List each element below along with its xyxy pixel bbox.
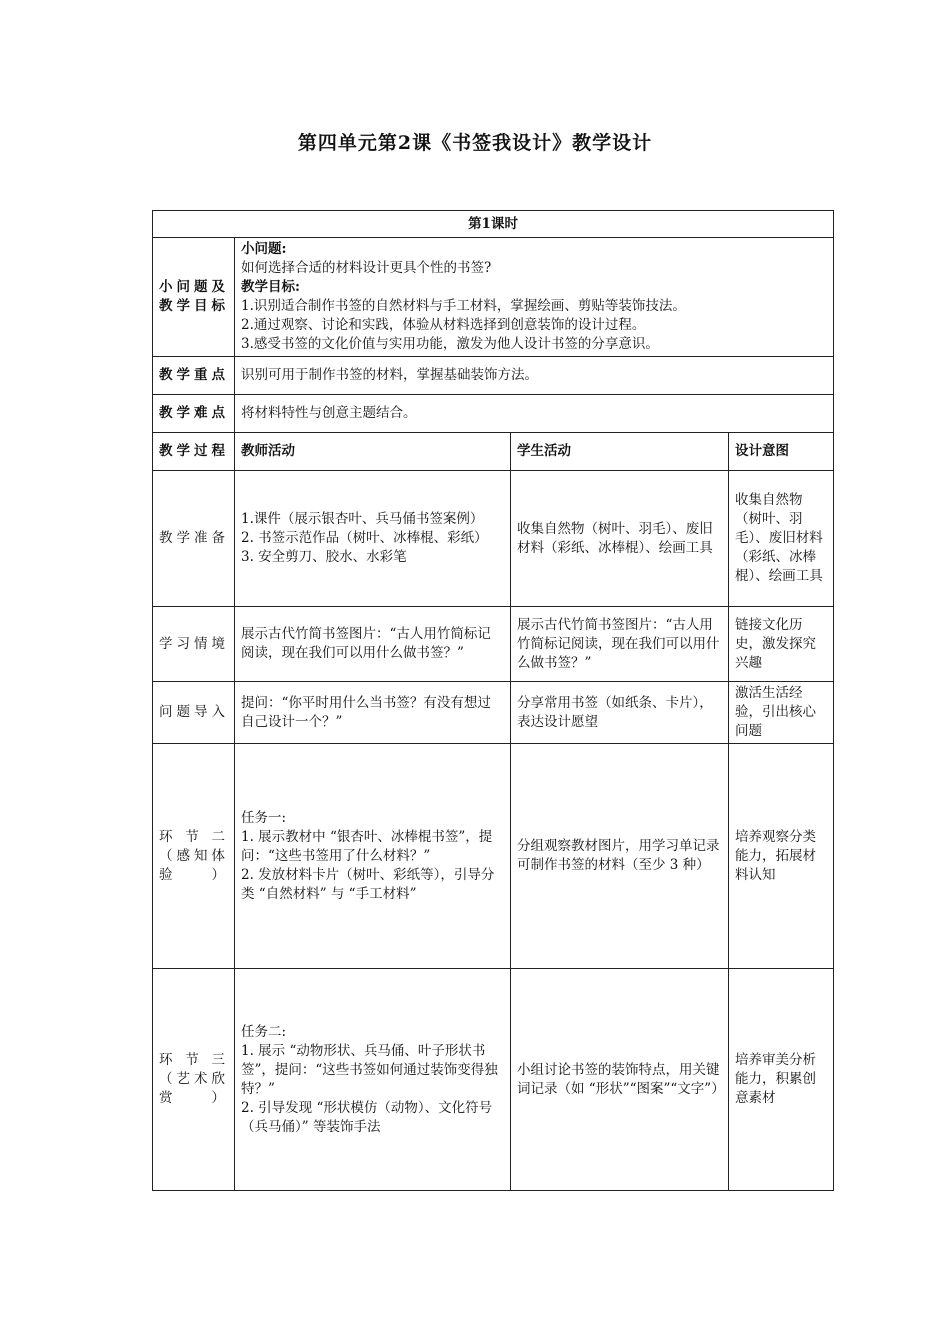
student-activity: 分享常用书签（如纸条、卡片），表达设计愿望: [511, 682, 729, 744]
student-activity: 分组观察教材图片，用学习单记录可制作书签的材料（至少 3 种）: [511, 744, 729, 969]
question-heading: 小问题:: [241, 241, 287, 257]
objectives-label: 小问题及教学目标: [153, 238, 235, 357]
teacher-line: 3. 安全剪刀、胶水、水彩笔: [241, 549, 407, 565]
table-row: [153, 744, 834, 969]
design-intent: 培养观察分类能力，拓展材料认知: [729, 744, 834, 969]
design-intent: 收集自然物（树叶、羽毛）、废旧材料（彩纸、冰棒棍）、绘画工具: [729, 471, 834, 607]
teacher-activity: [235, 471, 511, 607]
goal-item: 3.感受书签的文化价值与实用功能，激发为他人设计书签的分享意识。: [241, 336, 659, 352]
teacher-line: 任务二:: [241, 1023, 287, 1040]
key-point-text: 识别可用于制作书签的材料，掌握基础装饰方法。: [235, 357, 834, 395]
table-row: [153, 607, 834, 682]
stage-label: 学习情境: [153, 607, 235, 682]
document-title: 第四单元第2课《书签我设计》教学设计: [297, 132, 653, 154]
teacher-line: 提问：“你平时用什么当书签？有没有想过自己设计一个？”: [241, 694, 491, 730]
student-activity: 收集自然物（树叶、羽毛）、废旧材料（彩纸、冰棒棍）、绘画工具: [511, 471, 729, 607]
difficulty-label: 教学难点: [153, 395, 235, 433]
question-text: 如何选择合适的材料设计更具个性的书签?: [241, 260, 492, 276]
teacher-activity-header: 教师活动: [235, 433, 511, 471]
stage-label: 环节二（感知体验）: [153, 744, 235, 969]
key-point-label: 教学重点: [153, 357, 235, 395]
table-row: [153, 471, 834, 607]
teacher-activity: [235, 607, 511, 682]
design-intent: 激活生活经验，引出核心问题: [729, 682, 834, 744]
objectives-cell: [235, 238, 834, 357]
difficulty-text: 将材料特性与创意主题结合。: [235, 395, 834, 433]
stage-label: 环节三（艺术欣赏）: [153, 969, 235, 1191]
goals-heading: 教学目标:: [241, 279, 300, 295]
teacher-line: 2. 引导发现 “形状模仿（动物）、文化符号（兵马俑）” 等装饰手法: [241, 1099, 493, 1135]
student-activity: 小组讨论书签的装饰特点，用关键词记录（如 “形状”“图案”“文字”）: [511, 969, 729, 1191]
table-row: [153, 969, 834, 1191]
teacher-line: 1.课件（展示银杏叶、兵马俑书签案例）: [241, 511, 484, 527]
student-activity-header: 学生活动: [511, 433, 729, 471]
teacher-activity: [235, 969, 511, 1191]
goal-item: 2.通过观察、讨论和实践，体验从材料选择到创意装饰的设计过程。: [241, 317, 646, 333]
process-label: 教学过程: [153, 433, 235, 471]
teacher-line: 2. 书签示范作品（树叶、冰棒棍、彩纸）: [241, 530, 488, 546]
teacher-line: 展示古代竹简书签图片：“古人用竹简标记阅读，现在我们可以用什么做书签？”: [241, 626, 491, 661]
student-activity: 展示古代竹简书签图片：“古人用竹简标记阅读，现在我们可以用什么做书签？”: [511, 607, 729, 682]
design-intent: 培养审美分析能力，积累创意素材: [729, 969, 834, 1191]
lesson-period: 第1课时: [153, 211, 834, 238]
teacher-line: 1. 展示教材中 “银杏叶、冰棒棍书签”，提问：“这些书签用了什么材料？”: [241, 828, 493, 864]
teacher-line: 2. 发放材料卡片（树叶、彩纸等），引导分类 “自然材料” 与 “手工材料”: [241, 866, 495, 902]
table-row: [153, 682, 834, 744]
teacher-activity: [235, 744, 511, 969]
stage-label: 教学准备: [153, 471, 235, 607]
teacher-activity: [235, 682, 511, 744]
teacher-line: 1. 展示 “动物形状、兵马俑、叶子形状书签”，提问：“这些书签如何通过装饰变得独特？”: [241, 1042, 498, 1097]
design-intent-header: 设计意图: [729, 433, 834, 471]
stage-label: 问题导入: [153, 682, 235, 744]
teacher-line: 任务一:: [241, 809, 287, 826]
goal-item: 1.识别适合制作书签的自然材料与手工材料，掌握绘画、剪贴等装饰技法。: [241, 298, 686, 314]
lesson-plan-table: [152, 210, 834, 1191]
design-intent: 链接文化历史，激发探究兴趣: [729, 607, 834, 682]
